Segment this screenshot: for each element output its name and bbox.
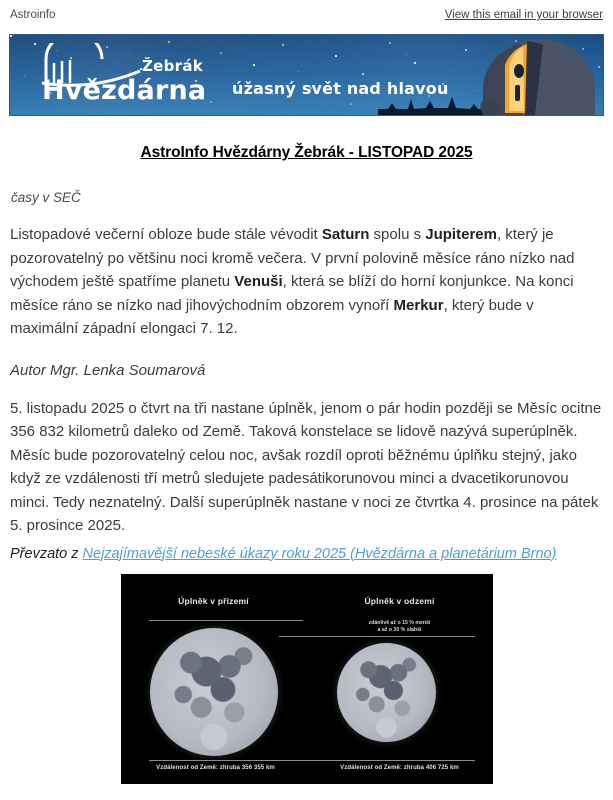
- source-line: [10, 546, 603, 562]
- figure-rule-bottom: [149, 760, 475, 761]
- para1-part3: , který je pozorovatelný po většinu noci kromě večera. V první polovině měsíce ráno nízko nad východem ještě spatříme planetu: [10, 226, 575, 290]
- logo-zebrak-text: Žebrák: [142, 57, 204, 75]
- moon-figure-container: [10, 574, 603, 784]
- planet-jupiter: Jupiterem: [425, 226, 497, 243]
- figure-size-note-line1: zdánlivě až o 15 % menší: [368, 619, 431, 626]
- header-banner-image: [9, 34, 604, 116]
- observatory-dome-icon: [475, 35, 603, 116]
- banner-container: [0, 34, 613, 116]
- page-title: AstroInfo Hvězdárny Žebrák - LISTOPAD 2025: [140, 144, 473, 161]
- figure-size-note-line2: a až o 30 % slabší: [377, 626, 422, 633]
- para1-part1: Listopadové večerní obloze bude stále vévodit: [10, 226, 322, 243]
- paragraph-planets: [10, 223, 603, 341]
- moon-comparison-image[interactable]: [121, 574, 493, 784]
- preheader-label: Astroinfo: [10, 9, 56, 21]
- figure-heading-perigee: Úplněk v přízemí: [178, 595, 249, 606]
- para1-part2: spolu s: [369, 226, 426, 243]
- figure-caption-perigee: Vzdálenost od Země: zhruba 356 355 km: [156, 764, 275, 771]
- observatory-logo: [40, 43, 230, 109]
- logo-hvezdarna-text: Hvězdárna: [42, 75, 207, 106]
- para1-part4: , která se blíží do horní konjunkce. Na konci měsíce ráno se nízko nad jihovýchodním obzorem vynoří: [10, 273, 574, 314]
- planet-venus: Venuši: [234, 273, 283, 290]
- view-in-browser-link[interactable]: View this email in your browser: [444, 9, 603, 21]
- figure-caption-apogee: Vzdálenost od Země: zhruba 406 725 km: [340, 764, 459, 771]
- moon-apogee-icon: [337, 643, 436, 742]
- banner-tagline: úžasný svět nad hlavou: [232, 79, 449, 98]
- paragraph-supermoon: 5. listopadu 2025 o čtvrt na tři nastane úplněk, jenom o pár hodin později se Měsíc ocitne 356 832 kilometrů daleko od Země. Taková konstelace se lidově nazývá superúplněk. Měsíc bude pozorovatelný celou noc, avšak rozdíl oproti běžnému úplňku stejný, jako když ze vzdálenosti tří metrů sledujete padesátikorunovou minci a dvacetikorunovou minci. Tedy neznatelný. Další superúplněk nastane v noci ze čtvrtka 4. prosince na pátek 5. prosince 2025.: [10, 399, 602, 534]
- source-link[interactable]: Nejzajímavější nebeské úkazy roku 2025 (Hvězdárna a planetárium Brno): [82, 545, 557, 562]
- figure-rule-left: [149, 620, 303, 621]
- planet-mercury: Merkur: [393, 296, 444, 314]
- para1-part5: , který bude v maximální západní elongaci 7. 12.: [10, 296, 534, 337]
- figure-size-note: [307, 620, 493, 634]
- article-author: Autor Mgr. Lenka Soumarová: [10, 361, 206, 379]
- figure-heading-apogee: Úplněk v odzemí: [364, 595, 435, 606]
- article-body: [0, 144, 613, 784]
- planet-saturn: Saturn: [321, 226, 370, 243]
- figure-rule-right: [279, 636, 475, 637]
- time-note: časy v SEČ: [11, 190, 81, 205]
- source-prefix: Převzato z: [10, 545, 83, 562]
- moon-perigee-icon: [150, 628, 278, 756]
- preheader-bar: [0, 0, 613, 34]
